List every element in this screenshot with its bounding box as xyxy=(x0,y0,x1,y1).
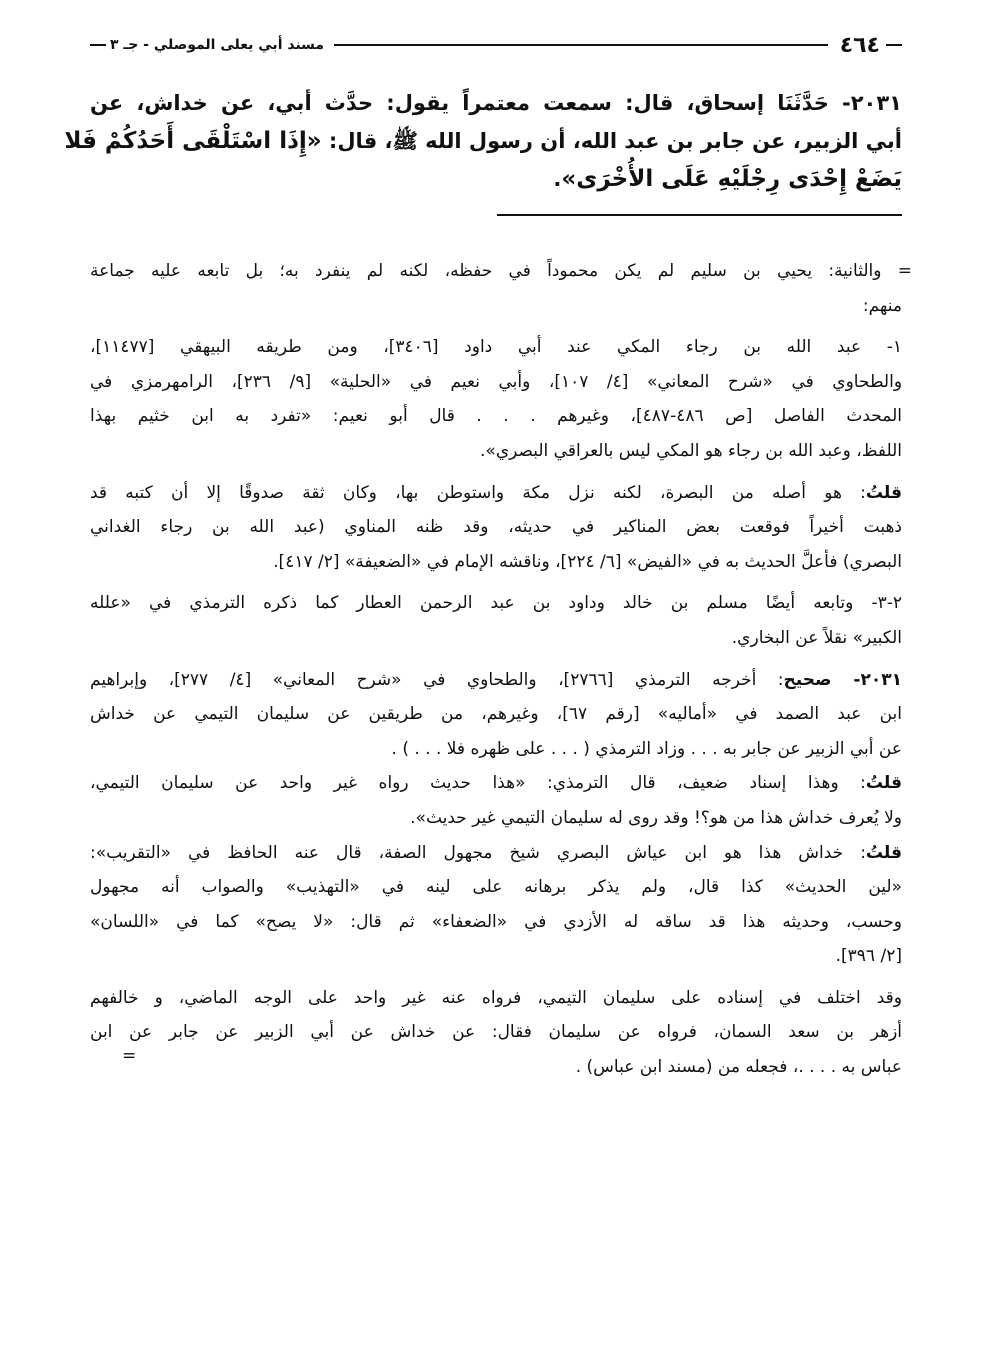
text-line xyxy=(90,289,902,324)
text-segment: = والثانية: يحيي بن سليم لم يكن محموداً في حفظه، لكنه لم ينفرد به؛ بل تابعه عليه جماعة xyxy=(90,261,912,281)
footnote-separator xyxy=(497,214,902,216)
text-segment: : أخرجه الترمذي [٢٧٦٦]، والطحاوي في «شرح المعاني» [٤/ ٢٧٧]، وإبراهيم xyxy=(90,669,784,690)
text-line xyxy=(90,365,902,400)
text-line xyxy=(64,122,902,160)
text-segment: اللفظ، وعبد الله بن رجاء هو المكي ليس بالعراقي البصري». xyxy=(480,440,902,461)
header-rule xyxy=(334,44,828,46)
emphasized-text: قلتُ xyxy=(865,482,902,503)
text-segment: ابن عبد الصمد في «أماليه» [رقم ٦٧]، وغيرهم، من طريقين عن سليمان التيمي عن خداش xyxy=(90,704,902,725)
text-segment: إسحاق، قال: سمعت معتمراً يقول: حدَّث أبي، عن خداش، عن xyxy=(90,91,778,115)
footnote-paragraph xyxy=(90,330,902,468)
footnote-paragraph xyxy=(90,586,902,655)
text-line xyxy=(90,981,902,1016)
text-segment: المحدث الفاصل [ص ٤٨٦-٤٨٧]، وغيرهم . . . قال أبو نعيم: «تفرد به ابن خثيم بهذا xyxy=(90,406,902,427)
footnote-paragraph xyxy=(90,663,902,974)
hadith-text xyxy=(64,84,902,198)
text-line xyxy=(90,801,902,836)
emphasized-text: ٢٠٣١- صحيح xyxy=(783,669,902,690)
text-segment: أبي الزبير، عن جابر بن عبد الله، أن رسول الله ﷺ، قال: xyxy=(321,129,902,153)
text-segment: البصري) فأعلَّ الحديث به في «الفيض» [٦/ ٢٢٤]، وناقشه الإمام في «الضعيفة» [٢/ ٤١٧]. xyxy=(273,551,902,572)
text-segment: : وهذا إسناد ضعيف، قال الترمذي: «هذا حديث رواه غير واحد عن سليمان التيمي، xyxy=(90,773,866,794)
text-segment: الكبير» نقلاً عن البخاري. xyxy=(731,627,902,648)
page-number: ٤٦٤ xyxy=(839,32,880,58)
text-line xyxy=(90,160,902,198)
text-line xyxy=(90,586,902,621)
continuation-mark: = xyxy=(122,1046,137,1066)
text-segment: [٢/ ٣٩٦]. xyxy=(835,946,902,967)
emphasized-text: قلتُ xyxy=(865,773,902,794)
footnote-paragraph xyxy=(90,476,902,580)
text-segment: وقد اختلف في إسناده على سليمان التيمي، فرواه عنه غير واحد على الوجه الماضي، و خالفهم xyxy=(90,987,902,1008)
text-segment: : هو أصله من البصرة، لكنه نزل مكة واستوطن بها، وكان ثقة صدوقًا إلا أن كتبه قد xyxy=(90,482,866,503)
text-line xyxy=(90,399,902,434)
text-line xyxy=(90,510,902,545)
text-line xyxy=(90,766,902,801)
text-segment: . xyxy=(553,167,562,191)
text-line xyxy=(90,663,902,698)
text-segment: منهم: xyxy=(862,295,902,316)
text-segment: ولا يُعرف خداش هذا من هو؟! وقد روى له سليمان التيمي غير حديث». xyxy=(410,807,902,828)
text-line xyxy=(90,434,902,469)
text-line xyxy=(90,545,902,580)
emphasized-text: يَضَعْ إِحْدَى رِجْلَيْهِ عَلَى الأُخْرَى» xyxy=(561,166,902,192)
running-title: مسند أبي يعلى الموصلي - جـ ٣ xyxy=(110,37,325,53)
text-line xyxy=(90,870,902,905)
text-segment: عن أبي الزبير عن جابر به . . . وزاد الترمذي ( . . . على ظهره فلا . . . ) . xyxy=(391,738,902,759)
emphasized-text: قلتُ xyxy=(865,842,902,863)
text-line xyxy=(90,330,902,365)
text-segment: ذهبت أخيراً فوقعت بعض المناكير في حديثه، وقد ظنه المناوي (عبد الله بن رجاء الغداني xyxy=(90,517,902,538)
text-line xyxy=(90,697,902,732)
text-line xyxy=(90,84,902,122)
text-segment: «لين الحديث» كذا قال، ولم يذكر برهانه على لينه في «التهذيب» والصواب أنه مجهول xyxy=(90,877,902,898)
text-segment: ١- عبد الله بن رجاء المكي عند أبي داود [٣٤٠٦]، ومن طريقه البيهقي [١١٤٧٧]، xyxy=(90,337,902,358)
header-dash xyxy=(886,44,902,46)
text-line xyxy=(90,476,902,511)
text-line xyxy=(90,1015,902,1050)
text-segment: أزهر بن سعد السمان، فرواه عن سليمان فقال: عن خداش عن أبي الزبير عن جابر عن ابن xyxy=(90,1022,902,1043)
text-line xyxy=(90,939,902,974)
text-line xyxy=(90,732,902,767)
emphasized-text: ٢٠٣١- حَدَّثَنَا xyxy=(777,91,902,115)
text-segment: والطحاوي في «شرح المعاني» [٤/ ١٠٧]، وأبي نعيم في «الحلية» [٩/ ٢٣٦]، الرامهرمزي في xyxy=(90,371,903,392)
footnote-paragraph xyxy=(90,981,902,1085)
text-line xyxy=(90,905,902,940)
text-line xyxy=(90,254,912,289)
text-line xyxy=(90,836,902,871)
text-segment: ٢-٣- وتابعه أيضًا مسلم بن خالد وداود بن عبد الرحمن العطار كما ذكره الترمذي في «علله xyxy=(90,593,902,614)
text-segment: : خداش هذا هو ابن عياش البصري شيخ مجهول الصفة، قال عنه الحافظ في «التقريب»: xyxy=(90,842,866,863)
emphasized-text: «إِذَا اسْتَلْقَى أَحَدُكُمْ فَلا xyxy=(64,128,322,154)
text-segment: وحسب، وحديثه هذا قد ساقه له الأزدي في «الضعفاء» ثم قال: «لا يصح» كما في «اللسان» xyxy=(90,911,902,932)
footnotes xyxy=(90,254,912,1092)
text-line xyxy=(90,621,902,656)
page-header xyxy=(90,32,902,58)
header-dash xyxy=(90,44,106,46)
footnote-paragraph xyxy=(90,254,912,323)
text-line xyxy=(90,1050,902,1085)
text-segment: عباس به . . . .، فجعله من (مسند ابن عباس) . xyxy=(575,1057,902,1078)
